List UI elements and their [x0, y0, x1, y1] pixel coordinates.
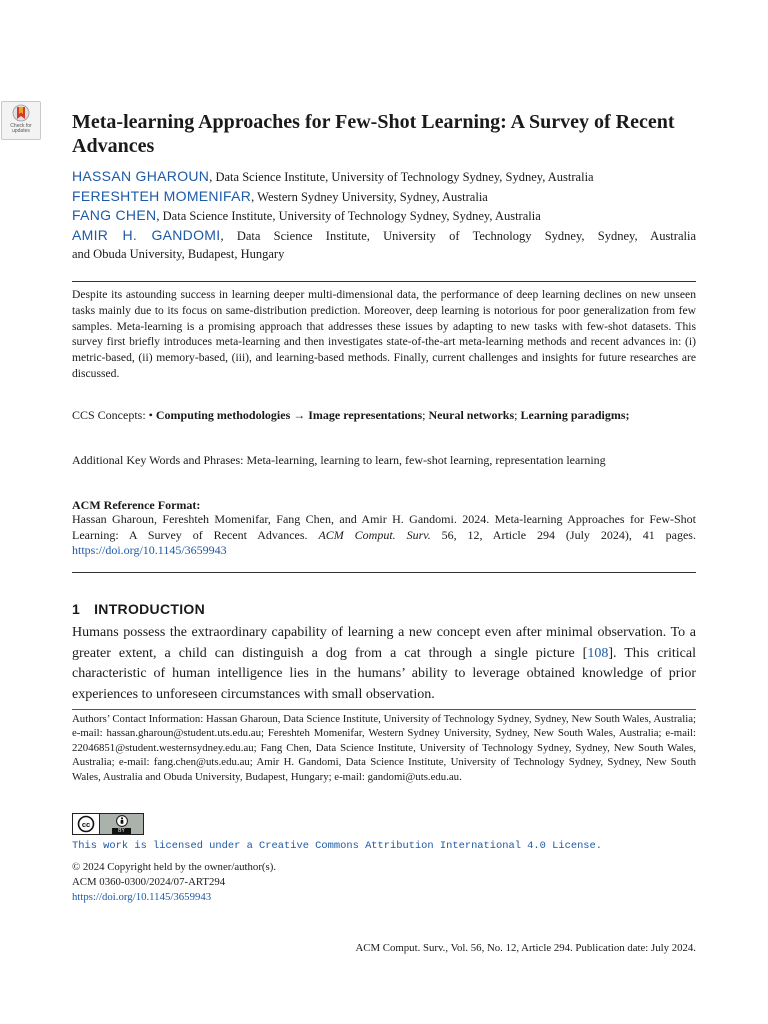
author-name[interactable]: FERESHTEH MOMENIFAR — [72, 187, 252, 204]
badge-text-2: updates — [12, 128, 30, 134]
reference-text: Hassan Gharoun, Fereshteh Momenifar, Fang Chen, and Amir H. Gandomi. 2024. Meta-learning Approaches for Few-Shot Learning: A Survey of Recent Advances. — [72, 512, 696, 542]
bookmark-icon — [12, 104, 30, 124]
ccs-label: CCS Concepts: • — [72, 408, 156, 422]
abstract: Despite its astounding success in learning deeper multi-dimensional data, the performance of deep learning declines on new unseen tasks mainly due to its focus on same-distribution prediction. Moreover, deep learning is notorious for poor generalization from few samples. Meta-learning is a promising approach that addresses these issues by adapting to new tasks with few-shot datasets. This survey first briefly introduces meta-learning and then investigates state-of-the-art meta-learning methods and recent advances in: (i) metric-based, (ii) memory-based, (iii), and learning-based methods. Finally, current challenges and insights for future researches are discussed. — [72, 288, 696, 380]
ccs-concept: Learning paradigms; — [520, 408, 630, 422]
ccs-concepts — [72, 407, 696, 423]
author-name[interactable]: FANG CHEN — [72, 207, 157, 223]
section-number: 1 — [72, 601, 81, 617]
contact-information: Authors’ Contact Information: Hassan Gharoun, Data Science Institute, University of Technology Sydney, Sydney, New South Wales, Australia; e-mail: hassan.gharoun@student.uts.edu.au; Fereshteh Momenifar, Western Sydney University, Sydney, New South Wales, Australia; e-mail: 22046851@student.westernsydney.edu.au; Fang Chen, Data Science Institute, University of Technology Sydney, Sydney, New South Wales, Australia; e-mail: fang.chen@uts.edu.au; Amir H. Gandomi, Data Science Institute, University of Technology Sydney, Sydney, New South Wales, Australia and Obuda University, Budapest, Hungary; e-mail: gandomi@uts.edu.au. — [72, 713, 696, 783]
author-entry — [72, 167, 696, 187]
keywords: Additional Key Words and Phrases: Meta-learning, learning to learn, few-shot learning, representation learning — [72, 453, 606, 467]
copyright-line: © 2024 Copyright held by the owner/author(s). — [72, 861, 277, 873]
footnote-divider — [72, 709, 696, 710]
author-name[interactable]: AMIR H. GANDOMI — [72, 226, 221, 243]
citation-link[interactable]: 108 — [587, 645, 609, 661]
cc-icon — [73, 814, 100, 834]
intro-text: Humans possess the extraordinary capability of learning a new concept even after minimal observation. To a greater extent, a child can distinguish a dog from a cat through a single picture [ — [72, 625, 696, 661]
license-link[interactable]: This work is licensed under a Creative Commons Attribution International 4.0 License. — [72, 840, 603, 852]
badge-text-1: Check for — [10, 123, 32, 129]
acm-id-line: ACM 0360-0300/2024/07-ART294 — [72, 876, 226, 888]
page-footer: ACM Comput. Surv., Vol. 56, No. 12, Article 294. Publication date: July 2024. — [355, 942, 696, 954]
by-label: BY — [112, 828, 131, 834]
ccs-concept: Neural networks — [428, 408, 515, 422]
ccs-concept: Computing methodologies — [155, 408, 291, 422]
copyright-doi-link[interactable]: https://doi.org/10.1145/3659943 — [72, 891, 212, 903]
ccs-concept: Image representations — [308, 408, 423, 422]
author-name[interactable]: HASSAN GHAROUN — [72, 168, 210, 184]
author-affiliation: , Data Science Institute, University of Technology Sydney, Sydney, Australia — [209, 170, 594, 184]
reference-journal: ACM Comput. Surv. — [318, 527, 431, 542]
copyright-block — [72, 860, 276, 905]
ccs-separator: ; — [514, 408, 521, 422]
intro-text-2: ]. This critical characteristic of human intelligence lies in the humans’ ability to leverage obtained knowledge of prior experiences to unforeseen circumstances with small observation. — [72, 645, 696, 702]
reference-format — [72, 512, 696, 559]
divider — [72, 572, 696, 573]
paper-title: Meta-learning Approaches for Few-Shot Learning: A Survey of Recent Advances — [72, 111, 675, 157]
by-section — [100, 814, 143, 834]
author-affiliation-continued: and Obuda University, Budapest, Hungary — [72, 247, 285, 261]
check-for-updates-badge[interactable] — [1, 101, 41, 140]
author-entry — [72, 206, 696, 226]
reference-heading: ACM Reference Format: — [72, 498, 201, 512]
section-title: INTRODUCTION — [94, 601, 206, 617]
author-entry — [72, 187, 696, 207]
section-heading — [72, 601, 205, 617]
ccs-separator: ; — [422, 408, 429, 422]
author-list — [72, 167, 696, 264]
intro-paragraph — [72, 623, 696, 705]
author-affiliation: , Data Science Institute, University of Technology Sydney, Sydney, Australia — [220, 228, 696, 243]
divider — [72, 281, 696, 282]
cc-by-license-badge[interactable] — [72, 813, 144, 835]
author-affiliation: , Western Sydney University, Sydney, Australia — [251, 189, 488, 204]
cc-icon-text: cc — [81, 820, 91, 829]
doi-link[interactable]: https://doi.org/10.1145/3659943 — [72, 543, 227, 557]
reference-text-2: 56, 12, Article 294 (July 2024), 41 pages. — [430, 527, 696, 542]
attribution-person-icon — [116, 815, 128, 827]
author-entry — [72, 226, 696, 246]
author-affiliation: , Data Science Institute, University of Technology Sydney, Sydney, Australia — [156, 209, 541, 223]
ccs-arrow: → — [290, 408, 309, 422]
